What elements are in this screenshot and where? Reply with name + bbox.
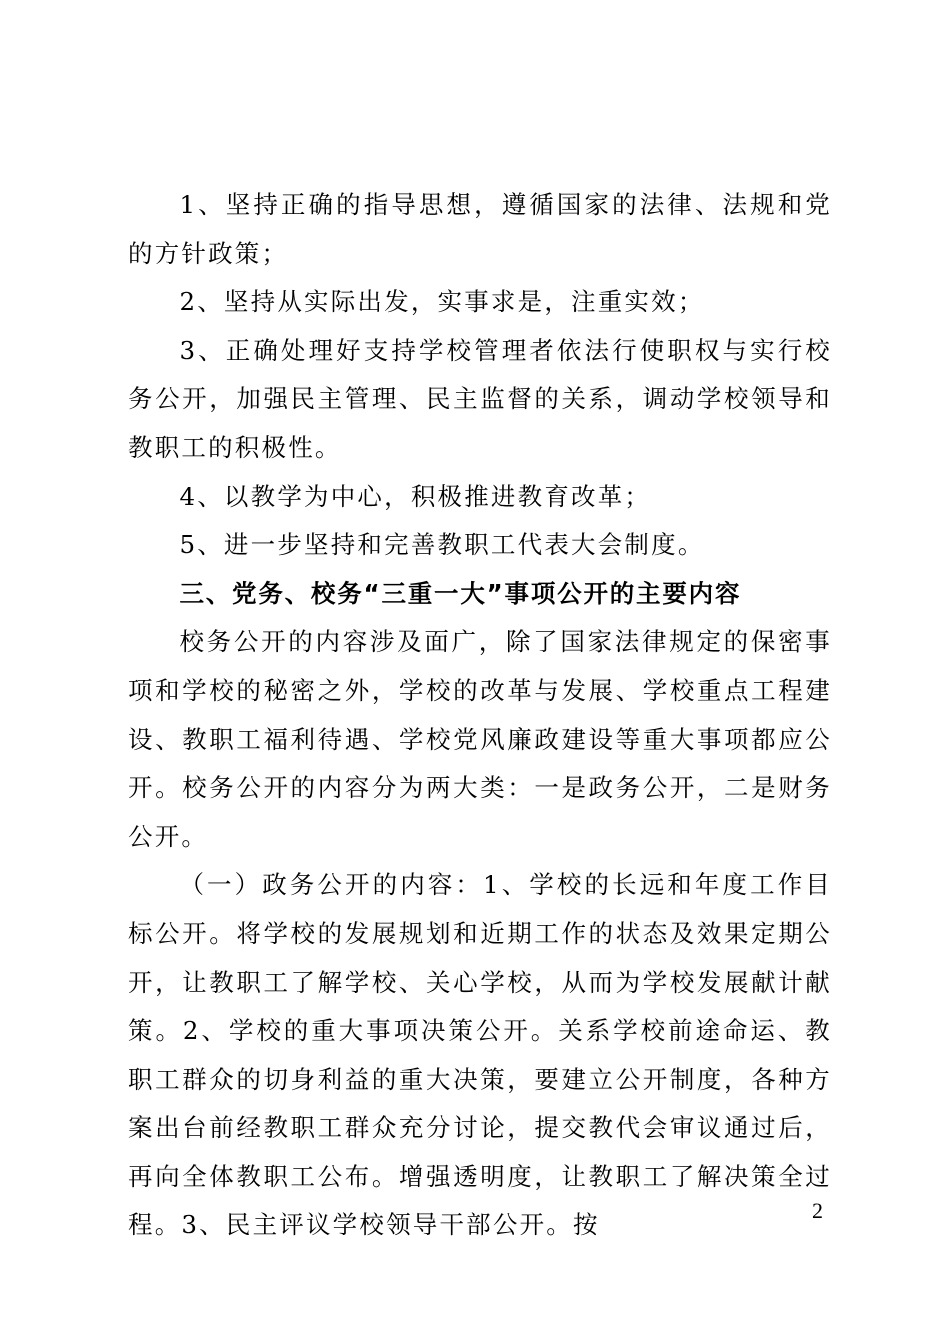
- list-item-1: 1、坚持正确的指导思想，遵循国家的法律、法规和党的方针政策；: [128, 190, 832, 268]
- document-body: [128, 181, 832, 1250]
- body-paragraph: 校务公开的内容涉及面广，除了国家法律规定的保密事项和学校的秘密之外，学校的改革与发展、学校重点工程建设、教职工福利待遇、学校党风廉政建设等重大事项都应公开。校务公开的内容分为两大类：一是政务公开，二是财务公开。: [128, 627, 832, 851]
- list-item-5: 5、进一步坚持和完善教职工代表大会制度。: [179, 530, 705, 560]
- list-item-2: 2、坚持从实际出发，实事求是，注重实效；: [179, 287, 705, 317]
- section-heading: 三、党务、校务“三重一大”事项公开的主要内容: [179, 578, 742, 608]
- page-number: 2: [812, 1198, 823, 1223]
- body-paragraph: （一）政务公开的内容：1、学校的长远和年度工作目标公开。将学校的发展规划和近期工作的状态及效果定期公开，让教职工了解学校、关心学校，从而为学校发展献计献策。2、学校的重大事项决策公开。关系学校前途命运、教职工群众的切身利益的重大决策，要建立公开制度，各种方案出台前经教职工群众充分讨论，提交教代会审议通过后，再向全体教职工公布。增强透明度，让教职工了解决策全过程。3、民主评议学校领导干部公开。按: [128, 870, 832, 1240]
- list-item-3: 3、正确处理好支持学校管理者依法行使职权与实行校务公开，加强民主管理、民主监督的关系，调动学校领导和教职工的积极性。: [128, 335, 832, 462]
- list-item-4: 4、以教学为中心，积极推进教育改革；: [179, 481, 652, 511]
